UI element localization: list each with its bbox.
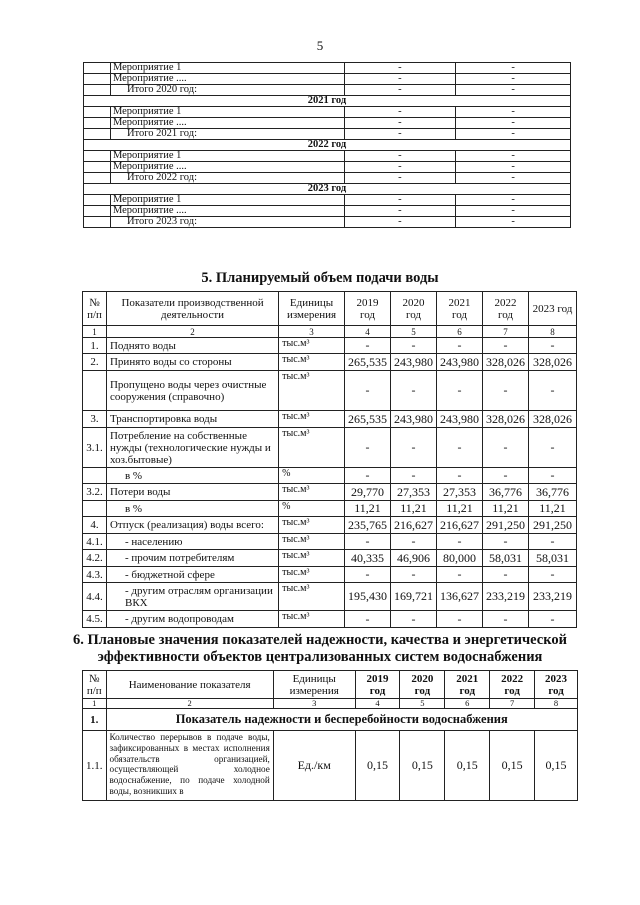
row-value: 27,353 [391, 484, 437, 501]
measure-label: Мероприятие .... [110, 74, 344, 85]
measure-label: Мероприятие .... [110, 118, 344, 129]
row-value: 11,21 [391, 501, 437, 517]
row-unit: тыс.м³ [279, 611, 345, 628]
row-value: - [529, 338, 577, 354]
row-label: - прочим потребителям [106, 550, 278, 567]
row-value: 195,430 [345, 583, 391, 611]
row-value: - [437, 428, 483, 468]
column-header: 2023 год [529, 292, 577, 326]
row-value: 291,250 [483, 517, 529, 534]
row-unit: тыс.м³ [279, 517, 345, 534]
row-value: - [391, 468, 437, 484]
row-value: - [529, 567, 577, 583]
row-number-cell [84, 129, 111, 140]
row-value: 27,353 [437, 484, 483, 501]
row-unit: тыс.м³ [279, 484, 345, 501]
row-label: в % [106, 468, 278, 484]
row-value: 265,535 [345, 411, 391, 428]
row-value: 11,21 [437, 501, 483, 517]
column-number: 7 [490, 699, 535, 709]
row-value: - [529, 428, 577, 468]
row-value: 36,776 [529, 484, 577, 501]
measure-label: Мероприятие .... [110, 162, 344, 173]
column-header: № п/п [83, 292, 107, 326]
row-number: 2. [83, 354, 107, 371]
row-unit: тыс.м³ [279, 534, 345, 550]
table-row [83, 534, 577, 550]
table-row [83, 371, 577, 411]
row-value: 40,335 [345, 550, 391, 567]
row-label: Транспортировка воды [106, 411, 278, 428]
section-row-label: Показатель надежности и бесперебойности водоснабжения [106, 709, 578, 731]
table-row [83, 411, 577, 428]
measure-value: - [456, 217, 571, 228]
indicator-value: 0,15 [400, 731, 445, 801]
column-number: 4 [345, 326, 391, 338]
row-value: - [483, 338, 529, 354]
row-number [83, 501, 107, 517]
column-header: 2022 год [490, 671, 535, 699]
row-value: 291,250 [529, 517, 577, 534]
measure-value: - [344, 118, 456, 129]
measure-row [84, 107, 571, 118]
measure-label: Итого 2022 год: [110, 173, 344, 184]
measure-value: - [456, 63, 571, 74]
column-number: 7 [483, 326, 529, 338]
row-unit: тыс.м³ [279, 411, 345, 428]
row-value: 58,031 [529, 550, 577, 567]
row-value: - [437, 567, 483, 583]
measure-label: Итого 2021 год: [110, 129, 344, 140]
row-value: 136,627 [437, 583, 483, 611]
row-label: Принято воды со стороны [106, 354, 278, 371]
column-number: 1 [83, 326, 107, 338]
row-label: Потери воды [106, 484, 278, 501]
measure-label: Итого 2020 год: [110, 85, 344, 96]
row-label: Поднято воды [106, 338, 278, 354]
column-header: 2022 год [483, 292, 529, 326]
table-row [83, 550, 577, 567]
table-row [83, 567, 577, 583]
row-value: - [529, 371, 577, 411]
row-number-cell [84, 63, 111, 74]
row-value: - [345, 534, 391, 550]
row-unit: тыс.м³ [279, 583, 345, 611]
column-header: 2021 год [445, 671, 490, 699]
row-value: - [345, 338, 391, 354]
column-number: 6 [437, 326, 483, 338]
table-row [83, 354, 577, 371]
year-header: 2021 год [84, 96, 571, 107]
row-value: - [437, 338, 483, 354]
year-header: 2023 год [84, 184, 571, 195]
row-unit: тыс.м³ [279, 354, 345, 371]
column-header: Наименование показателя [106, 671, 273, 699]
row-value: - [483, 468, 529, 484]
row-unit: тыс.м³ [279, 371, 345, 411]
measure-label: Мероприятие .... [110, 206, 344, 217]
row-number: 1. [83, 338, 107, 354]
section-6-title-line2: эффективности объектов централизованных систем водоснабжения [97, 649, 543, 665]
row-value: 328,026 [529, 411, 577, 428]
indicator-number: 1.1. [83, 731, 107, 801]
section-row [83, 709, 578, 731]
row-value: - [437, 468, 483, 484]
row-value: 265,535 [345, 354, 391, 371]
row-number-cell [84, 74, 111, 85]
row-unit: тыс.м³ [279, 428, 345, 468]
measure-value: - [456, 118, 571, 129]
column-header: 2021 год [437, 292, 483, 326]
measure-value: - [456, 151, 571, 162]
column-number: 1 [83, 699, 107, 709]
total-row [84, 129, 571, 140]
row-value: 243,980 [437, 354, 483, 371]
indicator-value: 0,15 [355, 731, 400, 801]
measure-row [84, 195, 571, 206]
row-number-cell [84, 85, 111, 96]
measure-row [84, 118, 571, 129]
row-value: 243,980 [391, 411, 437, 428]
column-number: 4 [355, 699, 400, 709]
year-header-row [84, 96, 571, 107]
indicator-row [83, 731, 578, 801]
row-unit: % [279, 501, 345, 517]
row-value: - [437, 611, 483, 628]
indicator-unit: Ед./км [273, 731, 355, 801]
row-label: - бюджетной сфере [106, 567, 278, 583]
table-row [83, 484, 577, 501]
measure-value: - [344, 129, 456, 140]
measure-value: - [344, 173, 456, 184]
measure-value: - [456, 173, 571, 184]
row-value: 233,219 [483, 583, 529, 611]
row-value: 11,21 [529, 501, 577, 517]
column-header: Единицы измерения [279, 292, 345, 326]
year-header-row [84, 184, 571, 195]
row-value: - [391, 338, 437, 354]
row-value: - [391, 428, 437, 468]
table-row [83, 428, 577, 468]
row-value: 29,770 [345, 484, 391, 501]
row-value: 243,980 [437, 411, 483, 428]
row-value: 233,219 [529, 583, 577, 611]
row-number [83, 468, 107, 484]
row-value: - [345, 371, 391, 411]
row-number: 4.5. [83, 611, 107, 628]
reliability-table [82, 670, 578, 801]
column-header: 2020 год [400, 671, 445, 699]
measures-table [83, 62, 571, 228]
row-number-cell [84, 107, 111, 118]
measure-value: - [456, 129, 571, 140]
measure-value: - [456, 85, 571, 96]
row-value: - [483, 567, 529, 583]
water-supply-table [82, 291, 577, 628]
row-value: 46,906 [391, 550, 437, 567]
row-value: - [437, 534, 483, 550]
column-header: 2019 год [355, 671, 400, 699]
measure-row [84, 206, 571, 217]
measure-value: - [344, 217, 456, 228]
row-number-cell [84, 217, 111, 228]
row-label: Пропущено воды через очистные сооружения (справочно) [106, 371, 278, 411]
row-unit: % [279, 468, 345, 484]
row-value: - [391, 567, 437, 583]
row-label: в % [106, 501, 278, 517]
year-header: 2022 год [84, 140, 571, 151]
row-number-cell [84, 151, 111, 162]
row-unit: тыс.м³ [279, 550, 345, 567]
row-value: - [529, 534, 577, 550]
row-number-cell [84, 195, 111, 206]
column-number: 6 [445, 699, 490, 709]
measure-label: Мероприятие 1 [110, 107, 344, 118]
indicator-description: Количество перерывов в подаче воды, зафиксированных в местах исполнения обязательств организацией, осуществляющей холодное водоснабжение, по подаче холодной воды, возникших в [106, 731, 273, 801]
column-number: 2 [106, 699, 273, 709]
row-number-cell [84, 118, 111, 129]
row-number: 3. [83, 411, 107, 428]
row-value: - [391, 371, 437, 411]
row-value: - [483, 371, 529, 411]
measure-value: - [344, 63, 456, 74]
row-value: 58,031 [483, 550, 529, 567]
row-value: - [437, 371, 483, 411]
column-number: 3 [279, 326, 345, 338]
row-label: - населению [106, 534, 278, 550]
measure-value: - [456, 74, 571, 85]
row-value: 235,765 [345, 517, 391, 534]
measure-value: - [344, 107, 456, 118]
measure-value: - [344, 85, 456, 96]
row-value: - [345, 611, 391, 628]
section-row-number: 1. [83, 709, 107, 731]
column-header: 2020 год [391, 292, 437, 326]
table-row [83, 501, 577, 517]
row-value: - [345, 428, 391, 468]
row-number-cell [84, 162, 111, 173]
total-row [84, 173, 571, 184]
row-value: 328,026 [529, 354, 577, 371]
row-unit: тыс.м³ [279, 338, 345, 354]
column-number: 5 [400, 699, 445, 709]
row-number: 4. [83, 517, 107, 534]
row-label: Отпуск (реализация) воды всего: [106, 517, 278, 534]
measure-label: Итого 2023 год: [110, 217, 344, 228]
row-label: - другим водопроводам [106, 611, 278, 628]
row-value: - [529, 468, 577, 484]
section-5-title: 5. Планируемый объем подачи воды [201, 270, 439, 286]
row-number: 4.4. [83, 583, 107, 611]
column-number: 3 [273, 699, 355, 709]
column-number: 5 [391, 326, 437, 338]
row-number: 4.2. [83, 550, 107, 567]
measure-label: Мероприятие 1 [110, 151, 344, 162]
measure-row [84, 74, 571, 85]
column-number: 2 [106, 326, 278, 338]
measure-value: - [344, 162, 456, 173]
row-number: 4.1. [83, 534, 107, 550]
column-number: 8 [529, 326, 577, 338]
row-unit: тыс.м³ [279, 567, 345, 583]
row-value: - [391, 534, 437, 550]
row-number: 3.2. [83, 484, 107, 501]
measure-row [84, 162, 571, 173]
row-value: - [529, 611, 577, 628]
row-value: 80,000 [437, 550, 483, 567]
column-header: № п/п [83, 671, 107, 699]
row-value: 36,776 [483, 484, 529, 501]
row-value: - [391, 611, 437, 628]
year-header-row [84, 140, 571, 151]
measure-label: Мероприятие 1 [110, 195, 344, 206]
measure-value: - [344, 206, 456, 217]
row-number [83, 371, 107, 411]
row-value: 328,026 [483, 411, 529, 428]
table-row [83, 517, 577, 534]
row-value: 328,026 [483, 354, 529, 371]
total-row [84, 217, 571, 228]
row-value: - [483, 611, 529, 628]
table-row [83, 338, 577, 354]
row-value: 243,980 [391, 354, 437, 371]
table-row [83, 611, 577, 628]
measure-value: - [344, 195, 456, 206]
row-value: 216,627 [437, 517, 483, 534]
table-row [83, 583, 577, 611]
indicator-value: 0,15 [535, 731, 578, 801]
measure-value: - [456, 206, 571, 217]
row-value: 169,721 [391, 583, 437, 611]
measure-label: Мероприятие 1 [110, 63, 344, 74]
indicator-value: 0,15 [445, 731, 490, 801]
total-row [84, 85, 571, 96]
measure-value: - [456, 195, 571, 206]
row-number-cell [84, 173, 111, 184]
measure-row [84, 63, 571, 74]
row-label: Потребление на собственные нужды (технологические нужды и хоз.бытовые) [106, 428, 278, 468]
column-number: 8 [535, 699, 578, 709]
column-header: Единицы измерения [273, 671, 355, 699]
row-number: 3.1. [83, 428, 107, 468]
column-header: 2019 год [345, 292, 391, 326]
row-value: 11,21 [345, 501, 391, 517]
row-value: 11,21 [483, 501, 529, 517]
section-6-title-line1: 6. Плановые значения показателей надежности, качества и энергетической [73, 632, 567, 648]
row-value: - [345, 468, 391, 484]
column-header: 2023 год [535, 671, 578, 699]
indicator-value: 0,15 [490, 731, 535, 801]
row-value: - [483, 534, 529, 550]
measure-row [84, 151, 571, 162]
row-value: - [345, 567, 391, 583]
row-value: - [483, 428, 529, 468]
column-header: Показатели производственной деятельности [106, 292, 278, 326]
table-row [83, 468, 577, 484]
page-number: 5 [316, 38, 324, 53]
row-number-cell [84, 206, 111, 217]
row-label: - другим отраслям организации ВКХ [106, 583, 278, 611]
measure-value: - [344, 151, 456, 162]
measure-value: - [344, 74, 456, 85]
row-value: 216,627 [391, 517, 437, 534]
row-number: 4.3. [83, 567, 107, 583]
measure-value: - [456, 162, 571, 173]
measure-value: - [456, 107, 571, 118]
